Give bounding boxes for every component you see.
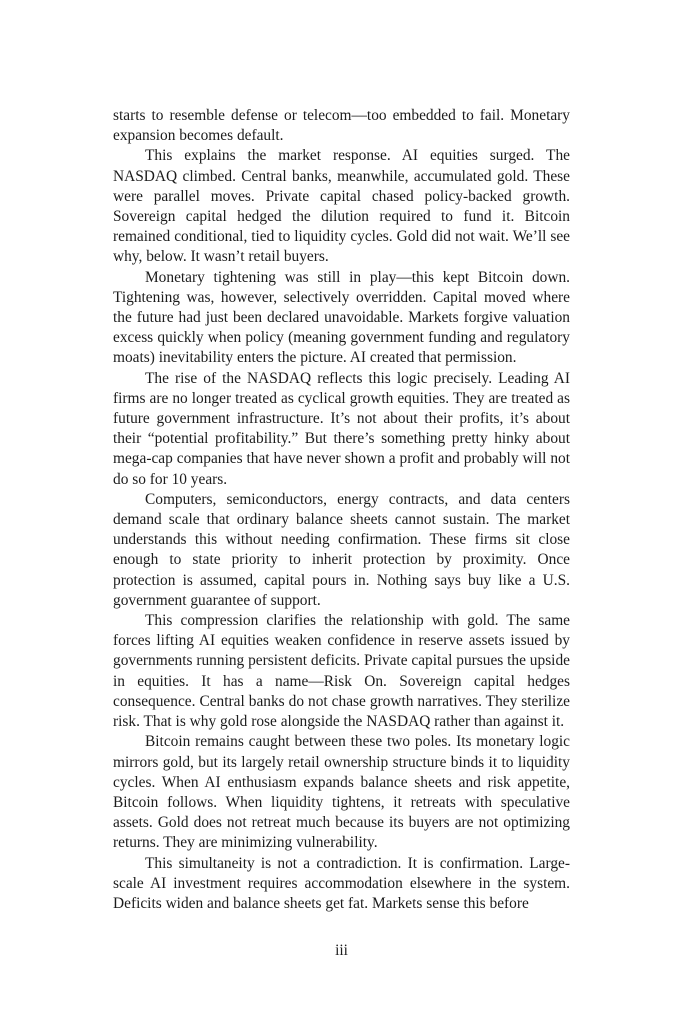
page-body-text bbox=[113, 106, 570, 914]
paragraph: This explains the market response. AI equities surged. The NASDAQ climbed. Central banks, meanwhile, accumulated gold. These were parallel moves. Private capital chased policy-backed growth. Sovereign capital hedged the dilution required to fund it. Bitcoin remained conditional, tied to liquidity cycles. Gold did not wait. We’ll see why, below. It wasn’t retail buyers. bbox=[113, 147, 570, 266]
paragraph: This simultaneity is not a contradiction. It is confirmation. Large-scale AI investment requires accommodation elsewhere in the system. Deficits widen and balance sheets get fat. Markets sense this before bbox=[113, 854, 570, 912]
paragraph: The rise of the NASDAQ reflects this logic precisely. Leading AI firms are no longer treated as cyclical growth equities. They are treated as future government infrastructure. It’s not about their profits, it’s about their “potential profitability.” But there’s something pretty hinky about mega-cap companies that have never shown a profit and probably will not do so for 10 years. bbox=[113, 369, 570, 488]
paragraph: Monetary tightening was still in play—this kept Bitcoin down. Tightening was, however, selectively overridden. Capital moved where the future had just been declared unavoidable. Markets forgive valuation excess quickly when policy (meaning government funding and regulatory moats) inevitability enters the picture. AI created that permission. bbox=[113, 268, 570, 367]
paragraph: starts to resemble defense or telecom—too embedded to fail. Monetary expansion becomes default. bbox=[113, 107, 570, 145]
paragraph: Bitcoin remains caught between these two poles. Its monetary logic mirrors gold, but its largely retail ownership structure binds it to liquidity cycles. When AI enthusiasm expands balance sheets and risk appetite, Bitcoin follows. When liquidity tightens, it retreats with speculative assets. Gold does not retreat much because its buyers are not optimizing returns. They are minimizing vulnerability. bbox=[113, 733, 570, 852]
page-number: iii bbox=[335, 942, 348, 959]
paragraph: Computers, semiconductors, energy contracts, and data centers demand scale that ordinary balance sheets cannot sustain. The market understands this without needing confirmation. These firms sit close enough to state priority to inherit protection by proximity. Once protection is assumed, capital pours in. Nothing says buy like a U.S. government guarantee of support. bbox=[113, 490, 570, 609]
paragraph: This compression clarifies the relationship with gold. The same forces lifting AI equities weaken confidence in reserve assets issued by governments running persistent deficits. Private capital pursues the upside in equities. It has a name—Risk On. Sovereign capital hedges consequence. Central banks do not chase growth narratives. They sterilize risk. That is why gold rose alongside the NASDAQ rather than against it. bbox=[113, 612, 570, 731]
